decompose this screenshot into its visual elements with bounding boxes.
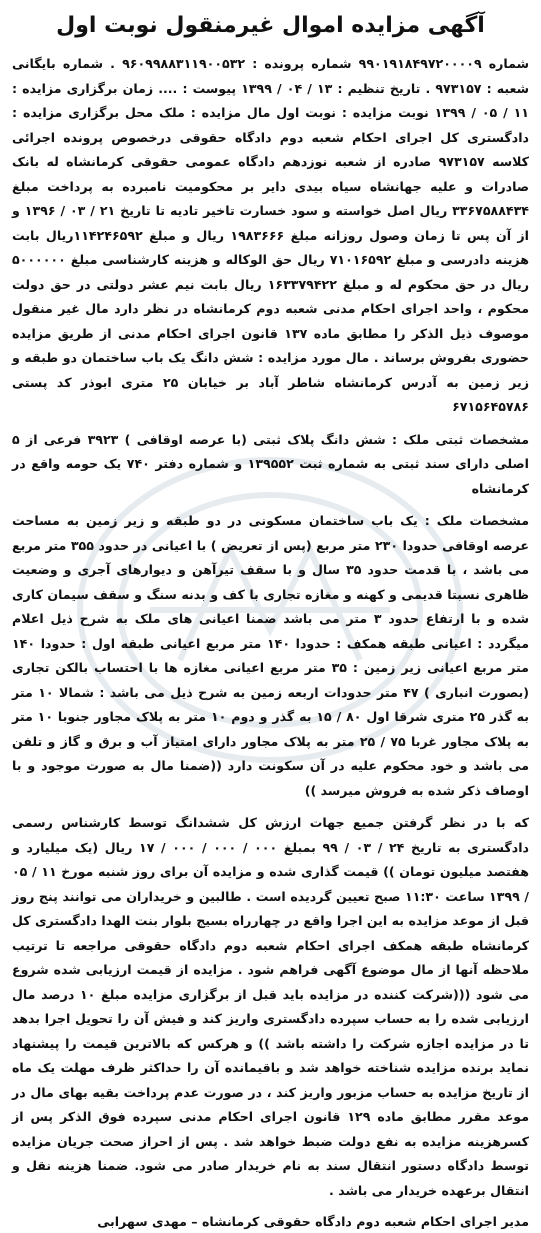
signature-line: مدیر اجرای احکام شعبه دوم دادگاه حقوقی کرمانشاه – مهدی سهرابی (97, 1214, 529, 1229)
announcement-document (12, 12, 529, 1233)
paragraph-registration-details: مشخصات ثبتی ملک : شش دانگ پلاک ثبتی (با عرصه اوقافی ) ۳۹۲۳ فرعی از ۵ اصلی دارای سند ثبتی به شماره ثبت ۱۳۹۵۵۲ و شماره دفتر ۷۴۰ یک حومه واقع در کرمانشاه (12, 431, 530, 496)
paragraph-property-details: مشخصات ملک : یک باب ساختمان مسکونی در دو طبقه و زیر زمین به مساحت عرصه اوقافی حدودا ۲۳۰ متر مربع (پس از تعریض ) با اعیانی در حدود ۳۵۵ متر مربع می باشد ، با قدمت حدود ۳۵ سال و با سقف تیرآهن و دیوارهای آجری و وضعیت ظاهری نسبتا قدیمی و کهنه و مغازه تجاری با کف و بدنه سنگ و سقف سیمان کاری شده و با ارتفاع حدود ۳ متر می باشد ضمنا اعیانی های ملک به شرح ذیل اعلام میگردد : اعیانی طبقه همکف : حدودا ۱۴۰ متر مربع اعیانی طبقه اول : حدودا ۱۴۰ متر مربع اعیانی زیر زمین : ۳۵ متر مربع اعیانی مغازه ها با احتساب بالکن تجاری (بصورت انباری ) ۴۷ متر حدودات اربعه زمین به شرح ذیل می باشد : شمالا ۱۰ متر به گذر ۲۵ متری شرقا اول ۸۰ / ۱۵ به گذر و دوم ۱۰ متر به پلاک مجاور جنوبا ۱۰ متر به پلاک مجاور غربا ۷۵ / ۲۵ متر به پلاک مجاور دارای امتیاز آب و برق و گاز و تلفن می باشد و خود محکوم علیه در آن سکونت دارد ((ضمنا مال به صورت موجود و با اوصاف ذکر شده به فروش میرسد )) (12, 513, 530, 798)
paragraph-auction-terms: که با در نظر گرفتن جمیع جهات ارزش کل ششدانگ توسط کارشناس رسمی دادگستری به تاریخ ۲۴ / ۰۳ / ۹۹ بمبلغ ۰۰۰ / ۰۰۰ / ۰۰۰ / ۱۷ ریال (یک میلیارد و هفتصد میلیون تومان )) قیمت گذاری شده و مزایده آن برای روز شنبه مورخ ۱۱ / ۰۵ / ۱۳۹۹ ساعت ۱۱:۳۰ صبح تعیین گردیده است . طالبین و خریداران می توانند پنج روز قبل از موعد مزایده به این اجرا واقع در چهارراه بسیج بلوار بنت الهدا دادگستری کل کرمانشاه طبقه همکف اجرای احکام شعبه دوم دادگاه حقوقی مراجعه تا ترتیب ملاحظه آنها از مال موضوع آگهی فراهم شود . مزایده از قیمت ارزیابی شده شروع می شود (((شرکت کننده در مزایده باید قبل از برگزاری مزایده مبلغ ۱۰ درصد مال ارزیابی شده را به حساب سپرده دادگستری واریز کند و فیش آن را تحویل اجرا بدهد تا در مزایده اجازه شرکت را داشته باشد )) و هرکس که بالاترین قیمت را پیشنهاد نماید برنده مزایده شناخته خواهد شد و باقیمانده آن را حداکثر ظرف مهلت یک ماه از تاریخ مزایده به حساب مزبور واریز کند ، در صورت عدم پرداخت بقیه بهای مال در موعد مقرر مطابق ماده ۱۲۹ قانون اجرای احکام مدنی سپرده فوق الذکر پس از کسرهزینه مزایده به نفع دولت ضبط خواهد شد . پس از احراز صحت جریان مزایده توسط دادگاه دستور انتقال سند به نام خریدار صادر می شود. ضمنا هزینه نقل و انتقال برعهده خریدار می باشد . (12, 815, 529, 1198)
paragraph-case-details: شماره ۹۹۰۱۹۱۸۴۹۷۲۰۰۰۰۹ شماره پرونده : ۹۶۰۹۹۸۸۳۱۱۹۰۰۵۳۲ . شماره بایگانی شعبه : ۹۷۳۱۵۷ . تاریخ تنظیم : ۱۳ / ۰۴ / ۱۳۹۹ پیوست : .... زمان برگزاری مزایده : ۱۱ / ۰۵ / ۱۳۹۹ نوبت مزایده : نوبت اول مال مزایده : ملک محل برگزاری مزایده : دادگستری کل اجرای احکام شعبه دوم دادگاه حقوقی درخصوص پرونده اجرائی کلاسه ۹۷۳۱۵۷ صادره از شعبه نوزدهم دادگاه عمومی حقوقی کرمانشاه له بانک صادرات و علیه جهانشاه سیاه بیدی دایر بر محکومیت نامبرده به پرداخت مبلغ ۳۳۶۷۵۸۸۴۳۴ ریال اصل خواسته و سود خسارت تاخیر تادیه تا تاریخ ۲۱ / ۰۳ / ۱۳۹۶ و از آن پس تا زمان وصول روزانه مبلغ ۱۹۸۳۶۶۶ ریال و مبلغ ۱۱۴۲۴۶۵۹۲ریال بابت هزینه دادرسی و مبلغ ۷۱۰۱۶۵۹۲ ریال حق الوکاله و هزینه کارشناسی مبلغ ۵۰۰۰۰۰۰ ریال در حق محکوم له و مبلغ ۱۶۳۳۷۹۴۲۲ ریال بابت نیم عشر دولتی در حق دولت محکوم ، واحد اجرای احکام مدنی شعبه دوم کرمانشاه در نظر دارد مال غیر منقول موصوف ذیل الذکر را مطابق ماده ۱۳۷ قانون اجرای احکام مدنی از طریق مزایده حضوری بفروش برساند . مال مورد مزایده : شش دانگ یک باب ساختمان دو طبقه و زیر زمین به آدرس کرمانشاه شاطر آباد بر خیابان ۲۵ متری ابوذر کد پستی ۶۷۱۵۶۴۵۷۸۶ (12, 56, 530, 414)
announcement-title: آگهی مزایده اموال غیرمنقول نوبت اول (56, 13, 485, 38)
